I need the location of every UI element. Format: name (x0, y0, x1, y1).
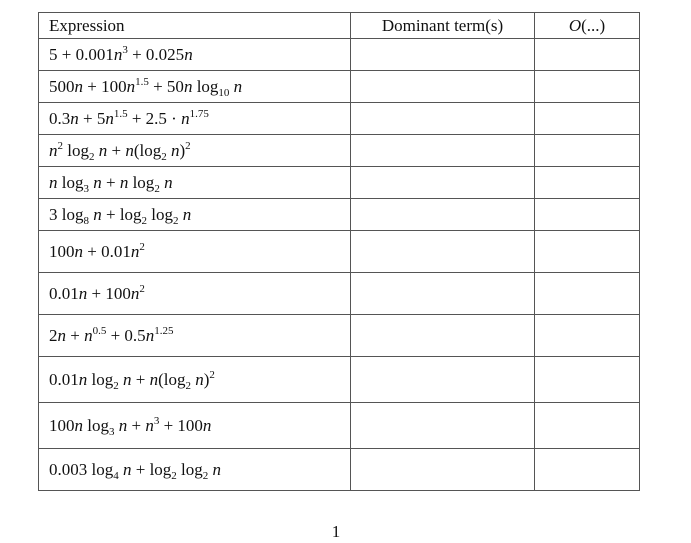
dominant-term-cell (351, 167, 535, 199)
table-row (39, 449, 640, 491)
expression-cell (39, 167, 351, 199)
table-row (39, 273, 640, 315)
expression-text: $0.3n + 5n^{1.5} + 2.5 \cdot n^{1.75}$ (49, 107, 209, 128)
table-row (39, 403, 640, 449)
expression-text: 3 $\log_8 n + \log_2 \log_2 n$ (49, 204, 192, 227)
table-row (39, 231, 640, 273)
expression-text: $5 + 0.001n^3 + 0.025n$ (49, 43, 193, 64)
dominant-term-cell (351, 103, 535, 135)
expression-cell (39, 403, 351, 449)
dominant-term-cell (351, 199, 535, 231)
table-row (39, 103, 640, 135)
dominant-term-cell (351, 39, 535, 71)
page-number: 1 (331, 522, 341, 541)
expression-cell (39, 315, 351, 357)
dominant-term-cell (351, 403, 535, 449)
table-row (39, 39, 640, 71)
expression-cell (39, 273, 351, 315)
big-o-cell (535, 135, 640, 167)
dominant-term-cell (351, 357, 535, 403)
expression-cell (39, 199, 351, 231)
big-o-cell (535, 71, 640, 103)
expression-text: $n^2$ $\log_2 n + n(\log_2$ n)$^2$ (49, 139, 191, 163)
expression-cell (39, 103, 351, 135)
expression-text: 0.01n $\log_2 n + n(\log_2$ n)$^2$ (49, 368, 215, 392)
big-o-cell (535, 39, 640, 71)
big-o-cell (535, 403, 640, 449)
header-big-o (535, 13, 640, 39)
dominant-term-cell (351, 231, 535, 273)
big-o-cell (535, 273, 640, 315)
expression-cell (39, 135, 351, 167)
dominant-term-cell (351, 135, 535, 167)
table-row (39, 315, 640, 357)
expression-cell (39, 39, 351, 71)
dominant-term-cell (351, 273, 535, 315)
expression-text: 100n $\log_3 n + n^3 + 100n$ (49, 414, 212, 438)
dominant-term-cell (351, 71, 535, 103)
table-row (39, 167, 640, 199)
table-row (39, 135, 640, 167)
header-expression: Expression (39, 13, 351, 39)
big-o-cell (535, 199, 640, 231)
header-row (39, 13, 640, 39)
table-row (39, 199, 640, 231)
expression-text: $0.01n + 100n^2$ (49, 282, 145, 303)
dominant-term-cell (351, 315, 535, 357)
expression-text: $2n + n^{0.5} + 0.5n^{1.25}$ (49, 324, 174, 345)
expression-cell (39, 71, 351, 103)
big-o-cell (535, 167, 640, 199)
expression-text: $100n + 0.01n^2$ (49, 240, 145, 261)
big-o-cell (535, 357, 640, 403)
expression-text: $500n + 100n^{1.5} + 50n$ $\log_{10} n$ (49, 75, 243, 99)
expression-cell (39, 357, 351, 403)
dominant-term-cell (351, 449, 535, 491)
expression-text: 0.003 $\log_4 n + \log_2 \log_2 n$ (49, 459, 222, 482)
big-o-cell (535, 449, 640, 491)
table-row (39, 357, 640, 403)
expression-cell (39, 231, 351, 273)
complexity-table (38, 12, 640, 491)
header-dominant-terms: Dominant term(s) (351, 13, 535, 39)
big-o-cell (535, 103, 640, 135)
expression-cell (39, 449, 351, 491)
table-row (39, 71, 640, 103)
big-o-cell (535, 315, 640, 357)
expression-text: n $\log_3 n + n$ $\log_2 n$ (49, 172, 173, 195)
big-o-cell (535, 231, 640, 273)
big-o-label: O(...) (568, 15, 606, 35)
